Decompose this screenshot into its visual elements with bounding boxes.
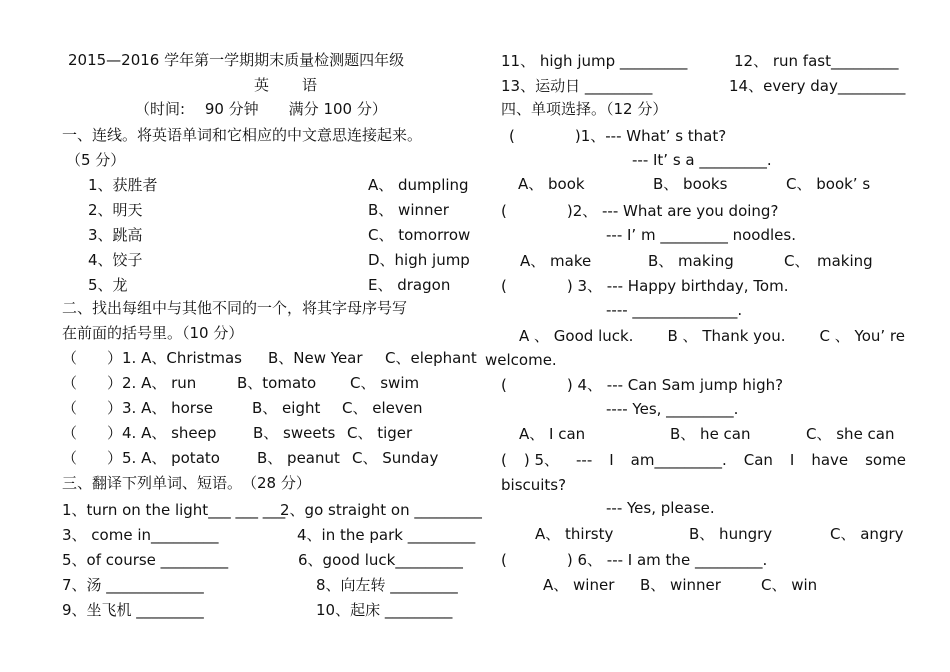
- odd-one-question: （ ）2. A、 run: [62, 374, 197, 392]
- subject-title: 英 语: [254, 76, 319, 94]
- mc-option-a: A、 make: [520, 252, 592, 270]
- mc-question-5-word: ---: [576, 451, 593, 469]
- odd-one-option-c: C、elephant: [385, 349, 477, 367]
- mc-option-b: B 、 Thank you.: [667, 327, 786, 345]
- odd-one-option-b: B、 eight: [252, 399, 321, 417]
- match-left-item: 3、跳高: [88, 226, 143, 244]
- mc-question-5-word: Can: [743, 451, 773, 469]
- mc-option-c: C、 making: [784, 252, 873, 270]
- mc-option-a: A、 I can: [519, 425, 586, 443]
- translate-item: 11、 high jump _________: [501, 52, 688, 70]
- mc-option-c: C、 angry: [830, 525, 904, 543]
- mc-option-b: B、 making: [648, 252, 734, 270]
- translate-item: 10、起床 _________: [316, 601, 453, 619]
- mc-options-row: [519, 329, 905, 344]
- mc-question-5-word: (: [501, 451, 507, 469]
- translate-item: 1、turn on the light___ ___ ___: [62, 501, 286, 519]
- mc-question-5-cont: biscuits?: [501, 476, 567, 494]
- translate-item: 13、运动日 _________: [501, 77, 653, 95]
- odd-one-option-b: B、New Year: [268, 349, 363, 367]
- match-right-item: C、 tomorrow: [368, 226, 471, 244]
- mc-option-c: C、 she can: [806, 425, 895, 443]
- mc-option-c-wrap: welcome.: [485, 351, 557, 369]
- mc-option-b: B、 hungry: [689, 525, 773, 543]
- match-right-item: E、 dragon: [368, 276, 451, 294]
- mc-option-c: C、 book’ s: [786, 175, 871, 193]
- mc-question-5-word: some: [865, 451, 906, 469]
- exam-title: 2015—2016 学年第一学期期末质量检测题四年级: [68, 51, 405, 69]
- mc-question-5: [501, 453, 906, 468]
- mc-question-5-word: ) 5、: [523, 451, 560, 469]
- mc-option-b: B、 winner: [640, 576, 721, 594]
- mc-question-5-word: am_________.: [630, 451, 727, 469]
- odd-one-question: （ ）5. A、 potato: [62, 449, 220, 467]
- mc-option-a: A、 book: [518, 175, 585, 193]
- odd-one-option-c: C、 Sunday: [352, 449, 439, 467]
- mc-question-2: ( )2、 --- What are you doing?: [501, 202, 779, 220]
- mc-question-6: ( ) 6、 --- I am the _________.: [501, 551, 768, 569]
- odd-one-option-c: C、 tiger: [347, 424, 413, 442]
- mc-question-5-word: I: [609, 451, 614, 469]
- odd-one-question: （ ）1. A、Christmas: [62, 349, 242, 367]
- mc-option-c: C 、 You’ re: [819, 327, 905, 345]
- section1-score: （5 分）: [66, 151, 126, 169]
- translate-item: 6、good luck_________: [298, 551, 463, 569]
- translate-item: 5、of course _________: [62, 551, 229, 569]
- match-left-item: 2、明天: [88, 201, 143, 219]
- translate-item: 7、汤 _____________: [62, 576, 204, 594]
- match-left-item: 5、龙: [88, 276, 128, 294]
- mc-question-4-response: ---- Yes, _________.: [606, 400, 739, 418]
- mc-option-a: A、 thirsty: [535, 525, 614, 543]
- mc-question-2-response: --- I’ m _________ noodles.: [606, 226, 796, 244]
- translate-item: 14、every day_________: [729, 77, 906, 95]
- translate-item: 4、in the park _________: [297, 526, 476, 544]
- mc-option-c: C、 win: [761, 576, 818, 594]
- translate-item: 9、坐飞机 _________: [62, 601, 204, 619]
- translate-item: 2、go straight on _________: [280, 501, 482, 519]
- mc-question-3: ( ) 3、 --- Happy birthday, Tom.: [501, 277, 789, 295]
- mc-question-5-word: I: [789, 451, 795, 469]
- odd-one-question: （ ）3. A、 horse: [62, 399, 214, 417]
- mc-question-5-response: --- Yes, please.: [606, 499, 715, 517]
- match-left-item: 4、饺子: [88, 251, 143, 269]
- time-info: （时间: 90 分钟 满分 100 分）: [135, 100, 387, 118]
- match-left-item: 1、获胜者: [88, 176, 158, 194]
- match-right-item: A、 dumpling: [368, 176, 469, 194]
- match-right-item: D、high jump: [368, 251, 470, 269]
- mc-question-3-response: ---- ______________.: [606, 301, 743, 319]
- section1-heading: 一、连线。将英语单词和它相应的中文意思连接起来。: [62, 126, 423, 144]
- mc-option-a: A、 winer: [543, 576, 615, 594]
- odd-one-option-b: B、 peanut: [257, 449, 340, 467]
- odd-one-option-b: B、 sweets: [253, 424, 336, 442]
- translate-item: 3、 come in_________: [62, 526, 219, 544]
- odd-one-option-c: C、 eleven: [342, 399, 423, 417]
- translate-item: 12、 run fast_________: [734, 52, 899, 70]
- translate-item: 8、向左转 _________: [316, 576, 458, 594]
- odd-one-question: （ ）4. A、 sheep: [62, 424, 217, 442]
- mc-option-b: B、 he can: [670, 425, 751, 443]
- mc-question-1: ( )1、--- What’ s that?: [509, 127, 727, 145]
- section2-heading-line1: 二、找出每组中与其他不同的一个，将其字母序号写: [62, 299, 408, 317]
- section3-heading: 三、翻译下列单词、短语。 （28 分）: [62, 474, 311, 492]
- mc-question-5-word: have: [811, 451, 849, 469]
- mc-option-a: A 、 Good luck.: [519, 327, 634, 345]
- match-right-item: B、 winner: [368, 201, 449, 219]
- section4-heading: 四、单项选择。（12 分）: [501, 100, 668, 118]
- section2-heading-line2: 在前面的括号里。（10 分）: [62, 324, 244, 342]
- mc-question-1-response: --- It’ s a _________.: [632, 151, 772, 169]
- odd-one-option-c: C、 swim: [350, 374, 420, 392]
- mc-question-4: ( ) 4、 --- Can Sam jump high?: [501, 376, 784, 394]
- mc-option-b: B、 books: [653, 175, 728, 193]
- odd-one-option-b: B、tomato: [237, 374, 317, 392]
